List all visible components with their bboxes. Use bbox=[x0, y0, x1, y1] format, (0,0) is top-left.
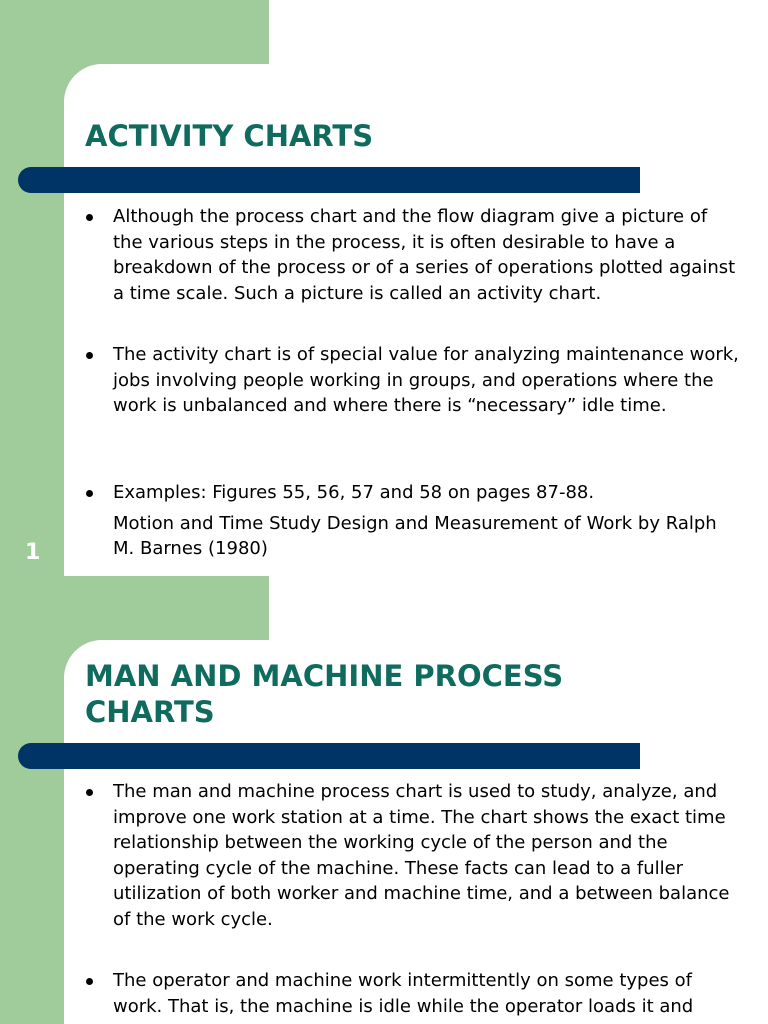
list-item: The operator and machine work intermittently on some types of work. That is, the machine is idle while the operator loads it and bbox=[84, 968, 740, 1019]
title-underline-bar bbox=[18, 743, 640, 769]
green-left-strip bbox=[0, 0, 64, 576]
bullet-dot-icon bbox=[86, 214, 93, 221]
list-item: The man and machine process chart is used to study, analyze, and improve one work station at a time. The chart shows the exact time relationship between the working cycle of the person and the operating cycle of the machine. These facts can lead to a fuller utilization of both worker and machine time, and a between balance of the work cycle. bbox=[84, 779, 740, 933]
slide-title: ACTIVITY CHARTS bbox=[85, 119, 374, 153]
title-underline-bar bbox=[18, 167, 640, 193]
list-item: Examples: Figures 55, 56, 57 and 58 on pages 87-88. Motion and Time Study Design and Measurement of Work by Ralph M. Barnes (1980) bbox=[84, 480, 740, 562]
list-item: The activity chart is of special value for analyzing maintenance work, jobs involving people working in groups, and operations where the work is unbalanced and where there is “necessary” idle time. bbox=[84, 342, 740, 419]
slide-2 bbox=[0, 576, 768, 1024]
bullet-dot-icon bbox=[86, 352, 93, 359]
bullet-dot-icon bbox=[86, 789, 93, 796]
reference-citation: Motion and Time Study Design and Measurement of Work by Ralph M. Barnes (1980) bbox=[113, 512, 717, 560]
bullet-dot-icon bbox=[86, 978, 93, 985]
list-item: Although the process chart and the flow diagram give a picture of the various steps in the process, it is often desirable to have a breakdown of the process or of a series of operations plotted against a time scale. Such a picture is called an activity chart. bbox=[84, 204, 740, 306]
slide-title: MAN AND MACHINE PROCESS CHARTS bbox=[85, 659, 564, 729]
slide-number: 1 bbox=[25, 540, 41, 565]
green-left-strip bbox=[0, 576, 64, 1024]
bullet-dot-icon bbox=[86, 490, 93, 497]
